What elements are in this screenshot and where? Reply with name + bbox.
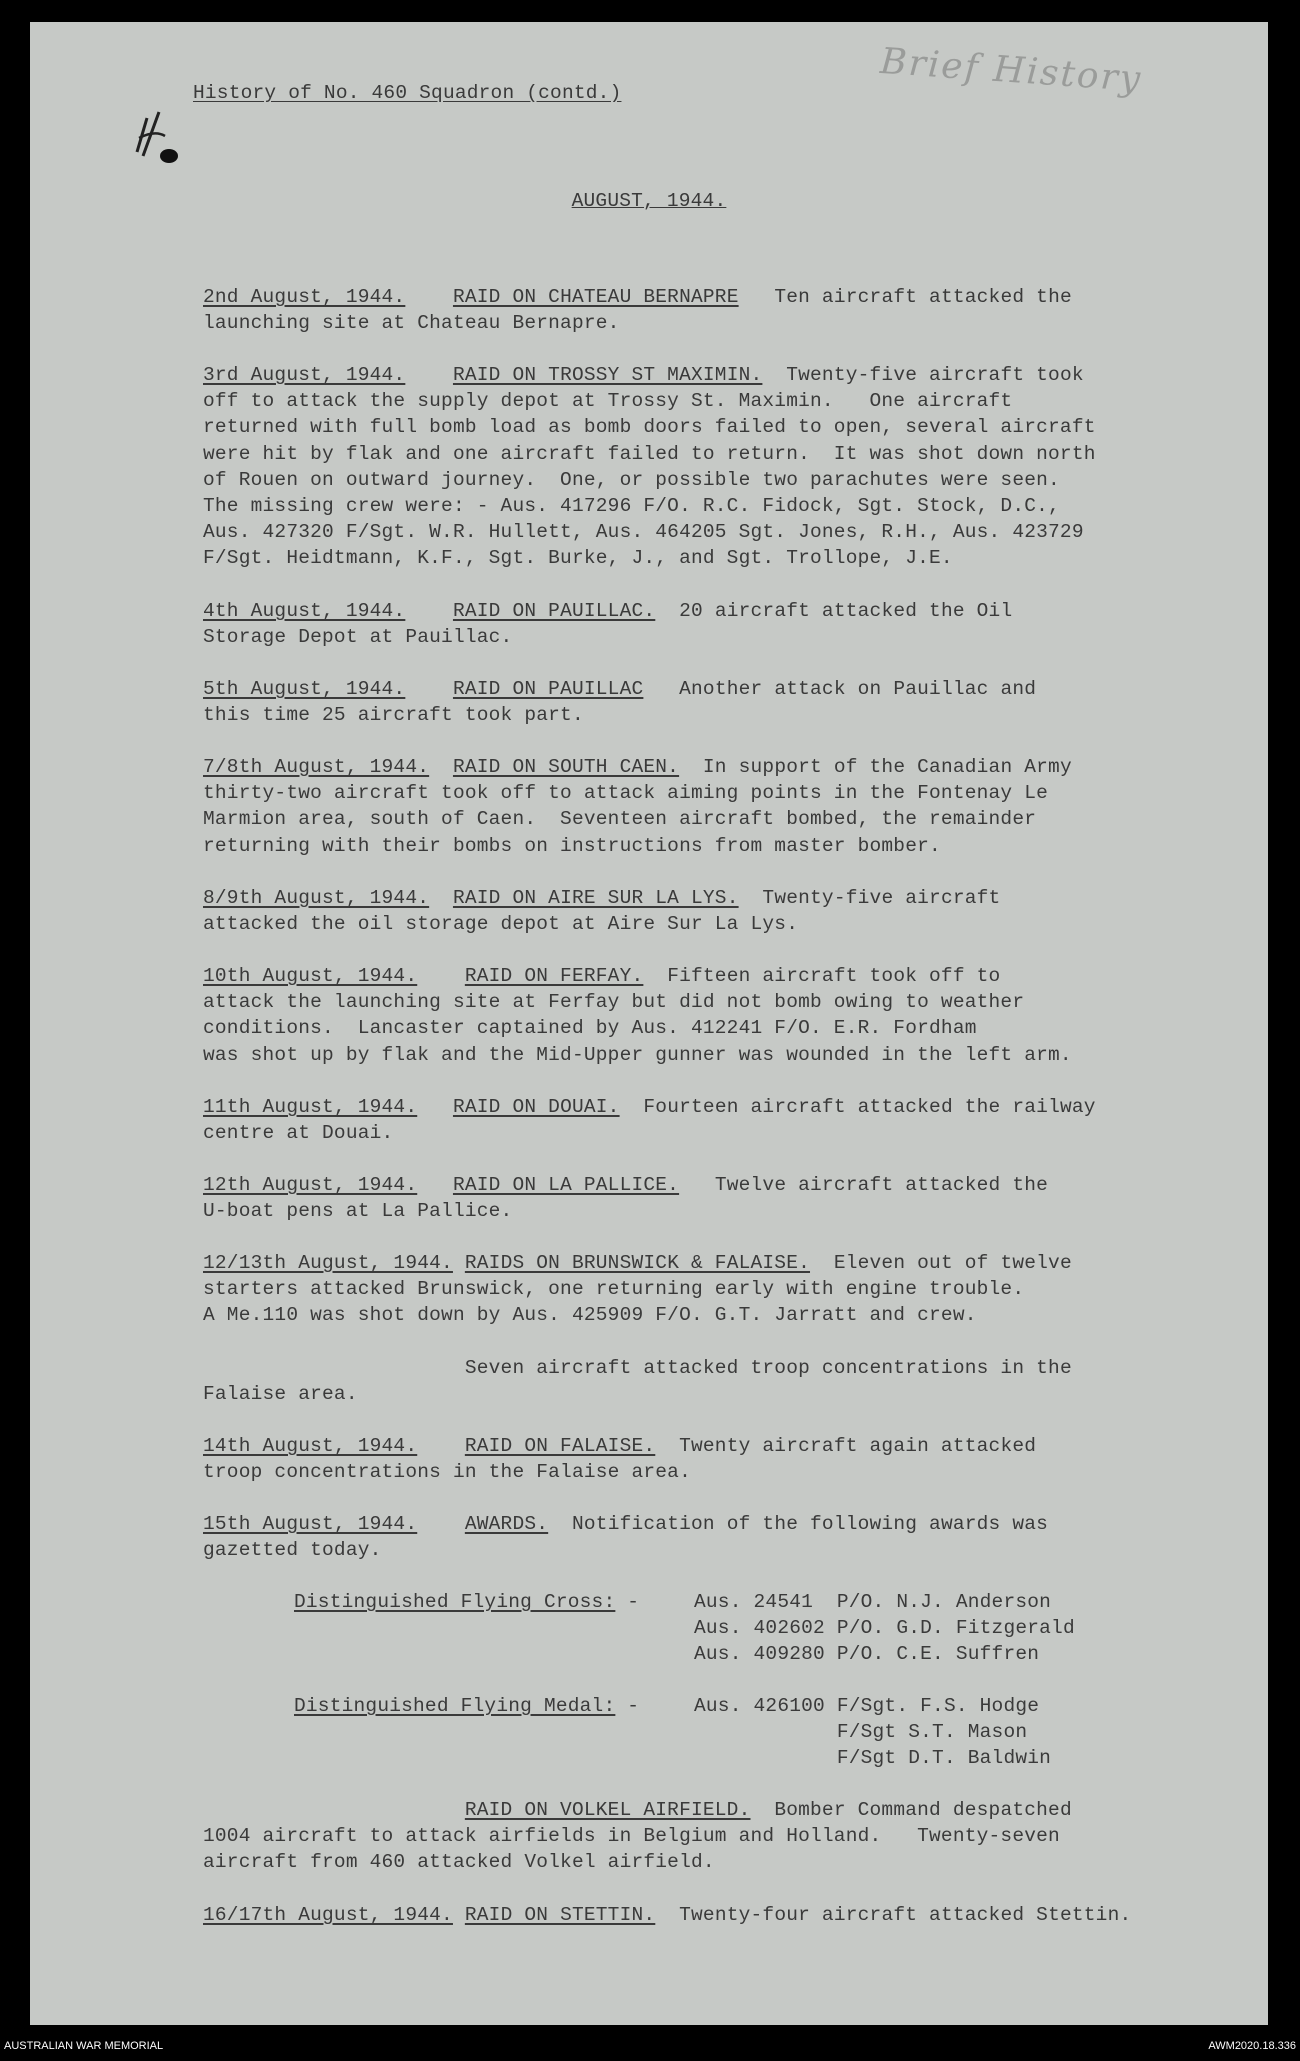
dfc-label: Distinguished Flying Cross: -: [294, 1591, 640, 1613]
entry-6: 8/9th August, 1944. RAID ON AIRE SUR LA LYS. Twenty-five aircraft attacked the oil storage depot at Aire Sur La Lys.: [203, 887, 1001, 936]
entry-5: 7/8th August, 1944. RAID ON SOUTH CAEN. In support of the Canadian Army thirty-two aircraft took off to attack aiming points in the Fontenay Le Marmion area, south of Caen. Seventeen aircraft bombed, the remainder returning with their bombs on instructions from master bomber.: [203, 756, 1072, 857]
entry-9: 12th August, 1944. RAID ON LA PALLICE. Twelve aircraft attacked the U-boat pens at La Pallice.: [203, 1174, 1049, 1223]
dfm-label: Distinguished Flying Medal: -: [294, 1695, 640, 1717]
document-page: [30, 22, 1268, 2025]
entry-stettin: 16/17th August, 1944. RAID ON STETTIN. Twenty-four aircraft attacked Stettin.: [203, 1904, 1132, 1926]
document-title: History of No. 460 Squadron (contd.): [193, 82, 622, 104]
entry-volkel: RAID ON VOLKEL AIRFIELD. Bomber Command despatched 1004 aircraft to attack airfields in Belgium and Holland. Twenty-seven aircraft from 460 attacked Volkel airfield.: [203, 1799, 1072, 1874]
footer-left: AUSTRALIAN WAR MEMORIAL: [4, 2040, 164, 2052]
entry-10: 12/13th August, 1944. RAIDS ON BRUNSWICK & FALAISE. Eleven out of twelve starters attacked Brunswick, one returning early with engine trouble. A Me.110 was shot down by Aus. 425909 F/O. G.T. Jarratt and crew.: [203, 1252, 1072, 1327]
entry-1: 2nd August, 1944. RAID ON CHATEAU BERNAPRE Ten aircraft attacked the launching site at Chateau Bernapre.: [203, 286, 1072, 335]
award-recipient: Aus. 24541 P/O. N.J. Anderson: [694, 1591, 1052, 1613]
award-recipient: Aus. 402602 P/O. G.D. Fitzgerald: [694, 1617, 1075, 1640]
entry-12: 14th August, 1944. RAID ON FALAISE. Twenty aircraft again attacked troop concentrations in the Falaise area.: [203, 1435, 1037, 1484]
entry-7: 10th August, 1944. RAID ON FERFAY. Fifteen aircraft took off to attack the launching site at Ferfay but did not bomb owing to weather conditions. Lancaster captained by Aus. 412241 F/O. E.R. Fordham was shot up by flak and the Mid-Upper gunner was wounded in the left arm.: [203, 965, 1072, 1066]
footer-right: AWM2020.18.336: [1208, 2040, 1296, 2052]
entry-11: Seven aircraft attacked troop concentrations in the Falaise area.: [203, 1357, 1072, 1406]
dfc-recipients: [694, 1589, 1075, 1668]
month-heading: AUGUST, 1944.: [571, 190, 727, 212]
entry-13: 15th August, 1944. AWARDS. Notification of the following awards was gazetted today.: [203, 1513, 1049, 1562]
entry-2: 3rd August, 1944. RAID ON TROSSY ST MAXIMIN. Twenty-five aircraft took off to attack the supply depot at Trossy St. Maximin. One aircraft returned with full bomb load as bomb doors failed to open, several aircraft were hit by flak and one aircraft failed to return. It was shot down north of Rouen on outward journey. One, or possible two parachutes were seen. The missing crew were: - Aus. 417296 F/O. R.C. Fidock, Sgt. Stock, D.C., Aus. 427320 F/Sgt. W.R. Hullett, Aus. 464205 Sgt. Jones, R.H., Aus. 423729 F/Sgt. Heidtmann, K.F., Sgt. Burke, J., and Sgt. Trollope, J.E.: [203, 364, 1096, 570]
entry-8: 11th August, 1944. RAID ON DOUAI. Fourteen aircraft attacked the railway centre at Douai.: [203, 1096, 1096, 1145]
award-recipient: Aus. 426100 F/Sgt. F.S. Hodge: [694, 1695, 1040, 1717]
dfm-recipients: [694, 1693, 1051, 1772]
document-heading: [193, 82, 621, 104]
entry-4: 5th August, 1944. RAID ON PAUILLAC Another attack on Pauillac and this time 25 aircraft took part.: [203, 678, 1037, 727]
award-recipient: F/Sgt S.T. Mason: [694, 1721, 1028, 1744]
award-recipient: F/Sgt D.T. Baldwin: [694, 1747, 1052, 1770]
entry-3: 4th August, 1944. RAID ON PAUILLAC. 20 aircraft attacked the Oil Storage Depot at Pauillac.: [203, 600, 1013, 649]
award-recipient: Aus. 409280 P/O. C.E. Suffren: [694, 1643, 1040, 1666]
pencil-annotation: Brief History: [878, 40, 1144, 101]
